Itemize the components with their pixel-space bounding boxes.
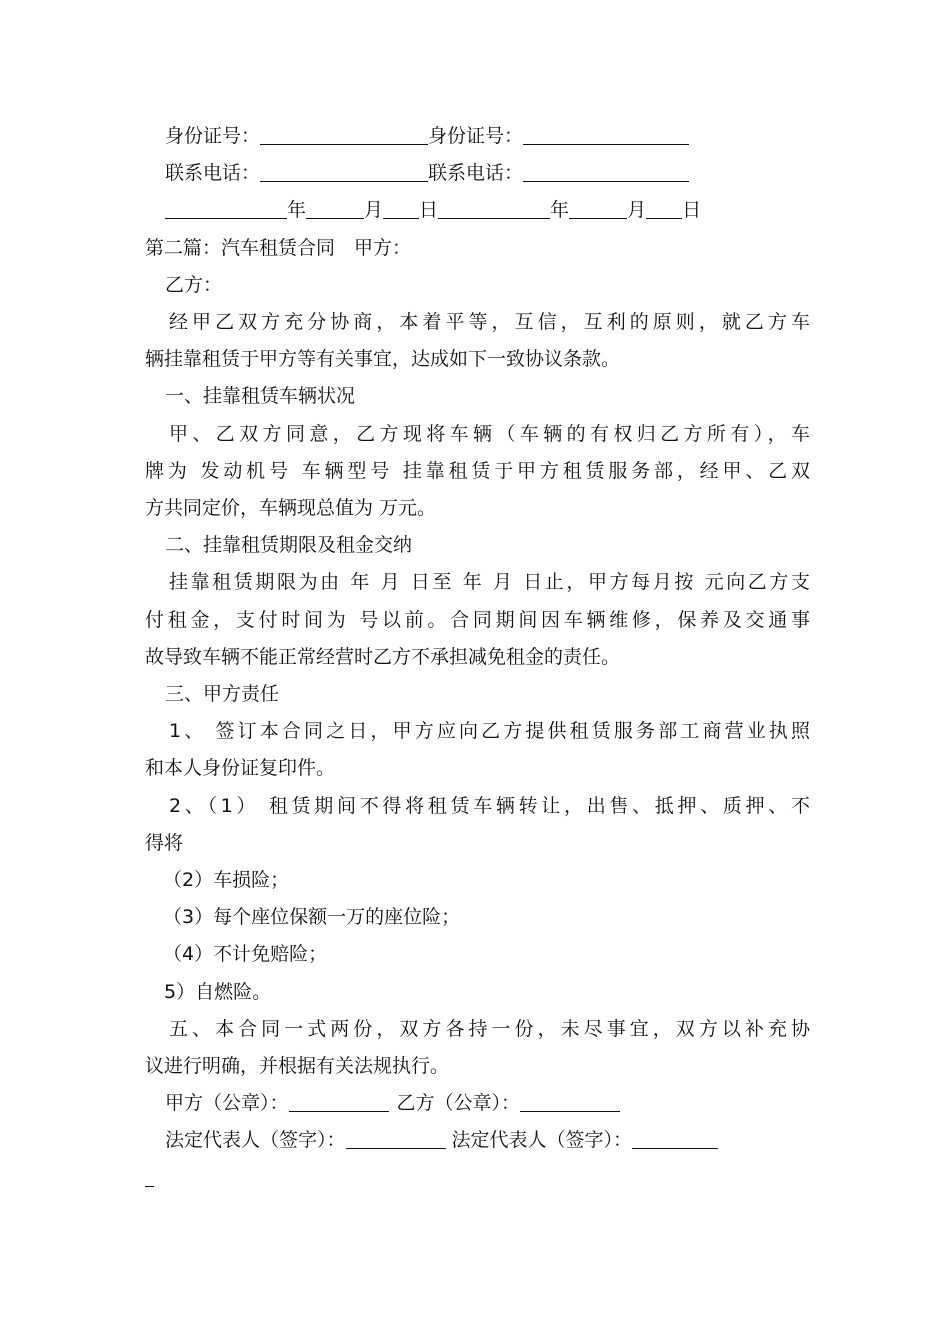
lease-line-3: 故导致车辆不能正常经营时乙方不承担减免租金的责任。	[145, 645, 621, 668]
rep-blank-wrap	[145, 1160, 810, 1197]
month-label-a: 月	[364, 199, 384, 222]
phone-blank-b	[523, 162, 689, 182]
duty-line-1: 1、 签订本合同之日，甲方应向乙方提供租赁服务部工商营业执照	[169, 720, 810, 743]
phone-blank-a	[260, 162, 428, 182]
duty-line-2: 和本人身份证复印件。	[145, 757, 336, 780]
list-item-3: （3）每个座位保额一万的座位险；	[163, 906, 461, 929]
list-item-4: （4）不计免赔险；	[163, 943, 328, 966]
intro-line-1: 经甲乙双方充分协商，本着平等，互信，互利的原则，就乙方车	[169, 311, 810, 334]
section-title: 第二篇：汽车租赁合同 甲方：	[145, 236, 412, 259]
date-line	[145, 192, 810, 229]
rep-blank-b	[632, 1129, 718, 1149]
rep-line	[145, 1122, 810, 1159]
duty-line-3: 2、（1） 租赁期间不得将租赁车辆转让，出售、抵押、质押、不	[169, 794, 810, 817]
duty-line-4: 得将	[145, 831, 184, 854]
phone-label-b: 联系电话：	[428, 162, 524, 185]
phone-line	[145, 155, 810, 192]
vehicle-line-1: 甲、乙双方同意，乙方现将车辆（车辆的有权归乙方所有），车	[169, 422, 810, 445]
intro-line-2: 辆挂靠租赁于甲方等有关事宜，达成如下一致协议条款。	[145, 348, 621, 371]
phone-label-a: 联系电话：	[165, 162, 261, 185]
id-label-b: 身份证号：	[428, 125, 524, 147]
seal-blank-a	[289, 1092, 389, 1112]
seal-blank-b	[520, 1092, 620, 1112]
heading-vehicle-status: 一、挂靠租赁车辆状况	[165, 385, 356, 408]
party-b-label: 乙方：	[165, 273, 223, 296]
year-blank-b	[438, 199, 550, 219]
seal-label-a: 甲方（公章）：	[165, 1092, 289, 1115]
seal-line	[145, 1085, 810, 1122]
day-blank-b	[646, 199, 682, 219]
seal-label-b: 乙方（公章）：	[396, 1092, 521, 1115]
year-label-b: 年	[550, 199, 570, 222]
month-label-b: 月	[627, 199, 647, 222]
rep-blank-b-continued	[145, 1167, 154, 1187]
id-label-a: 身份证号：	[165, 125, 261, 147]
vehicle-line-3: 方共同定价，车辆现总值为 万元。	[145, 497, 437, 520]
year-blank-a	[165, 199, 287, 219]
rep-label-b: 法定代表人（签字）：	[451, 1129, 633, 1152]
closing-line-1: 五、本合同一式两份，双方各持一份，未尽事宜，双方以补充协	[169, 1017, 810, 1040]
list-item-5: 5）自燃险。	[164, 980, 272, 1003]
year-label-a: 年	[287, 199, 307, 222]
closing-line-2: 议进行明确，并根据有关法规执行。	[145, 1055, 450, 1078]
lease-line-2: 付租金，支付时间为 号以前。合同期间因车辆维修，保养及交通事	[145, 608, 810, 631]
document-page	[145, 118, 810, 1197]
heading-lease-term: 二、挂靠租赁期限及租金交纳	[165, 534, 413, 557]
heading-party-a-duty: 三、甲方责任	[165, 683, 280, 706]
vehicle-line-2: 牌为 发动机号 车辆型号 挂靠租赁于甲方租赁服务部，经甲、乙双	[145, 459, 810, 482]
day-blank-a	[383, 199, 419, 219]
month-blank-a	[306, 199, 364, 219]
month-blank-b	[569, 199, 627, 219]
day-label-b: 日	[682, 199, 702, 222]
day-label-a: 日	[419, 199, 439, 222]
id-blank-a	[260, 125, 428, 145]
rep-label-a: 法定代表人（签字）：	[165, 1129, 346, 1152]
id-number-line	[145, 118, 810, 155]
rep-blank-a	[346, 1129, 446, 1149]
id-blank-b	[523, 125, 689, 145]
list-item-2: （2）车损险；	[163, 869, 290, 892]
lease-line-1: 挂靠租赁期限为由 年 月 日至 年 月 日止，甲方每月按 元向乙方支	[169, 571, 810, 594]
